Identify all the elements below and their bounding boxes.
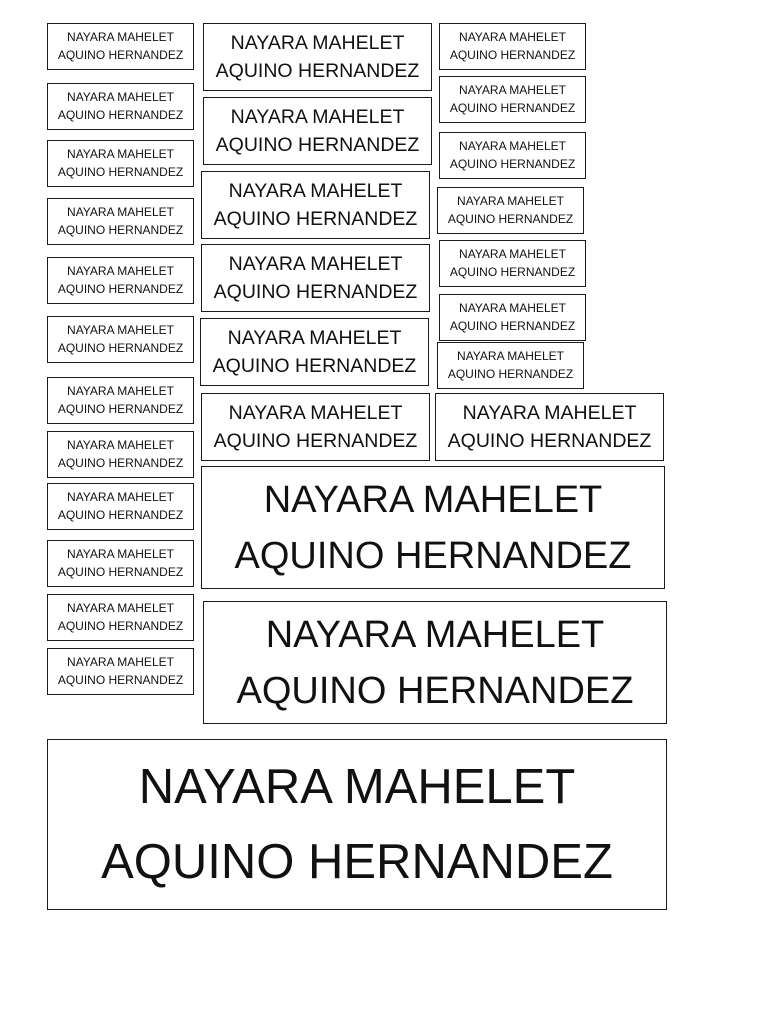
label-second-line: AQUINO HERNANDEZ (449, 47, 576, 62)
label-second-line: AQUINO HERNANDEZ (212, 355, 417, 377)
label-second-line: AQUINO HERNANDEZ (57, 618, 184, 633)
name-label-large (203, 601, 667, 724)
label-second-line: AQUINO HERNANDEZ (213, 430, 418, 452)
label-second-line: AQUINO HERNANDEZ (447, 366, 574, 381)
label-first-line: NAYARA MAHELET (263, 478, 603, 521)
label-first-line: NAYARA MAHELET (459, 139, 566, 153)
label-first-line: NAYARA MAHELET (67, 490, 174, 504)
label-second-line: AQUINO HERNANDEZ (57, 107, 184, 122)
label-second-line: AQUINO HERNANDEZ (57, 455, 184, 470)
label-second-line: AQUINO HERNANDEZ (57, 672, 184, 687)
name-label-small (439, 23, 586, 70)
name-label-medium (201, 171, 430, 239)
name-label-small (47, 540, 194, 587)
name-label-small (47, 594, 194, 641)
label-first-line: NAYARA MAHELET (67, 384, 174, 398)
label-second-line: AQUINO HERNANDEZ (447, 430, 652, 452)
label-second-line: AQUINO HERNANDEZ (57, 281, 184, 296)
label-first-line: NAYARA MAHELET (67, 205, 174, 219)
label-first-line: NAYARA MAHELET (67, 147, 174, 161)
label-first-line: NAYARA MAHELET (138, 759, 576, 814)
name-label-medium (203, 97, 432, 165)
label-first-line: NAYARA MAHELET (462, 401, 637, 424)
label-second-line: AQUINO HERNANDEZ (213, 281, 418, 303)
label-first-line: NAYARA MAHELET (230, 105, 405, 128)
label-first-line: NAYARA MAHELET (459, 247, 566, 261)
label-first-line: NAYARA MAHELET (459, 83, 566, 97)
name-label-small (47, 257, 194, 304)
label-first-line: NAYARA MAHELET (228, 179, 403, 202)
name-label-small (439, 76, 586, 123)
name-label-medium (435, 393, 664, 461)
label-second-line: AQUINO HERNANDEZ (57, 507, 184, 522)
label-first-line: NAYARA MAHELET (227, 326, 402, 349)
label-first-line: NAYARA MAHELET (228, 252, 403, 275)
label-first-line: NAYARA MAHELET (67, 264, 174, 278)
label-first-line: NAYARA MAHELET (67, 655, 174, 669)
label-second-line: AQUINO HERNANDEZ (57, 222, 184, 237)
label-second-line: AQUINO HERNANDEZ (101, 834, 613, 889)
label-first-line: NAYARA MAHELET (459, 301, 566, 315)
name-label-small (439, 294, 586, 341)
name-label-small (47, 431, 194, 478)
label-first-line: NAYARA MAHELET (67, 30, 174, 44)
label-second-line: AQUINO HERNANDEZ (57, 340, 184, 355)
name-label-small (47, 483, 194, 530)
label-first-line: NAYARA MAHELET (67, 90, 174, 104)
name-label-medium (203, 23, 432, 91)
label-second-line: AQUINO HERNANDEZ (234, 534, 632, 577)
name-label-small (439, 240, 586, 287)
label-second-line: AQUINO HERNANDEZ (449, 100, 576, 115)
label-second-line: AQUINO HERNANDEZ (449, 264, 576, 279)
name-label-medium (201, 244, 430, 312)
label-second-line: AQUINO HERNANDEZ (57, 164, 184, 179)
label-first-line: NAYARA MAHELET (459, 30, 566, 44)
name-label-small (47, 316, 194, 363)
label-second-line: AQUINO HERNANDEZ (449, 156, 576, 171)
name-label-small (47, 140, 194, 187)
label-second-line: AQUINO HERNANDEZ (57, 401, 184, 416)
name-label-small (47, 83, 194, 130)
label-second-line: AQUINO HERNANDEZ (213, 208, 418, 230)
label-first-line: NAYARA MAHELET (67, 438, 174, 452)
label-second-line: AQUINO HERNANDEZ (449, 318, 576, 333)
name-label-small (437, 187, 584, 234)
label-first-line: NAYARA MAHELET (457, 349, 564, 363)
name-label-small (47, 377, 194, 424)
label-second-line: AQUINO HERNANDEZ (57, 564, 184, 579)
label-second-line: AQUINO HERNANDEZ (215, 134, 420, 156)
name-label-medium (201, 393, 430, 461)
name-label-small (439, 132, 586, 179)
label-second-line: AQUINO HERNANDEZ (215, 60, 420, 82)
label-first-line: NAYARA MAHELET (265, 613, 605, 656)
label-second-line: AQUINO HERNANDEZ (236, 669, 634, 712)
name-label-small (47, 23, 194, 70)
label-first-line: NAYARA MAHELET (67, 547, 174, 561)
label-first-line: NAYARA MAHELET (67, 601, 174, 615)
name-label-medium (200, 318, 429, 386)
label-second-line: AQUINO HERNANDEZ (57, 47, 184, 62)
label-first-line: NAYARA MAHELET (457, 194, 564, 208)
name-label-extra-large (47, 739, 667, 910)
name-label-small (437, 342, 584, 389)
label-second-line: AQUINO HERNANDEZ (447, 211, 574, 226)
label-first-line: NAYARA MAHELET (67, 323, 174, 337)
name-label-large (201, 466, 665, 589)
label-first-line: NAYARA MAHELET (230, 31, 405, 54)
label-first-line: NAYARA MAHELET (228, 401, 403, 424)
name-label-small (47, 198, 194, 245)
name-label-small (47, 648, 194, 695)
